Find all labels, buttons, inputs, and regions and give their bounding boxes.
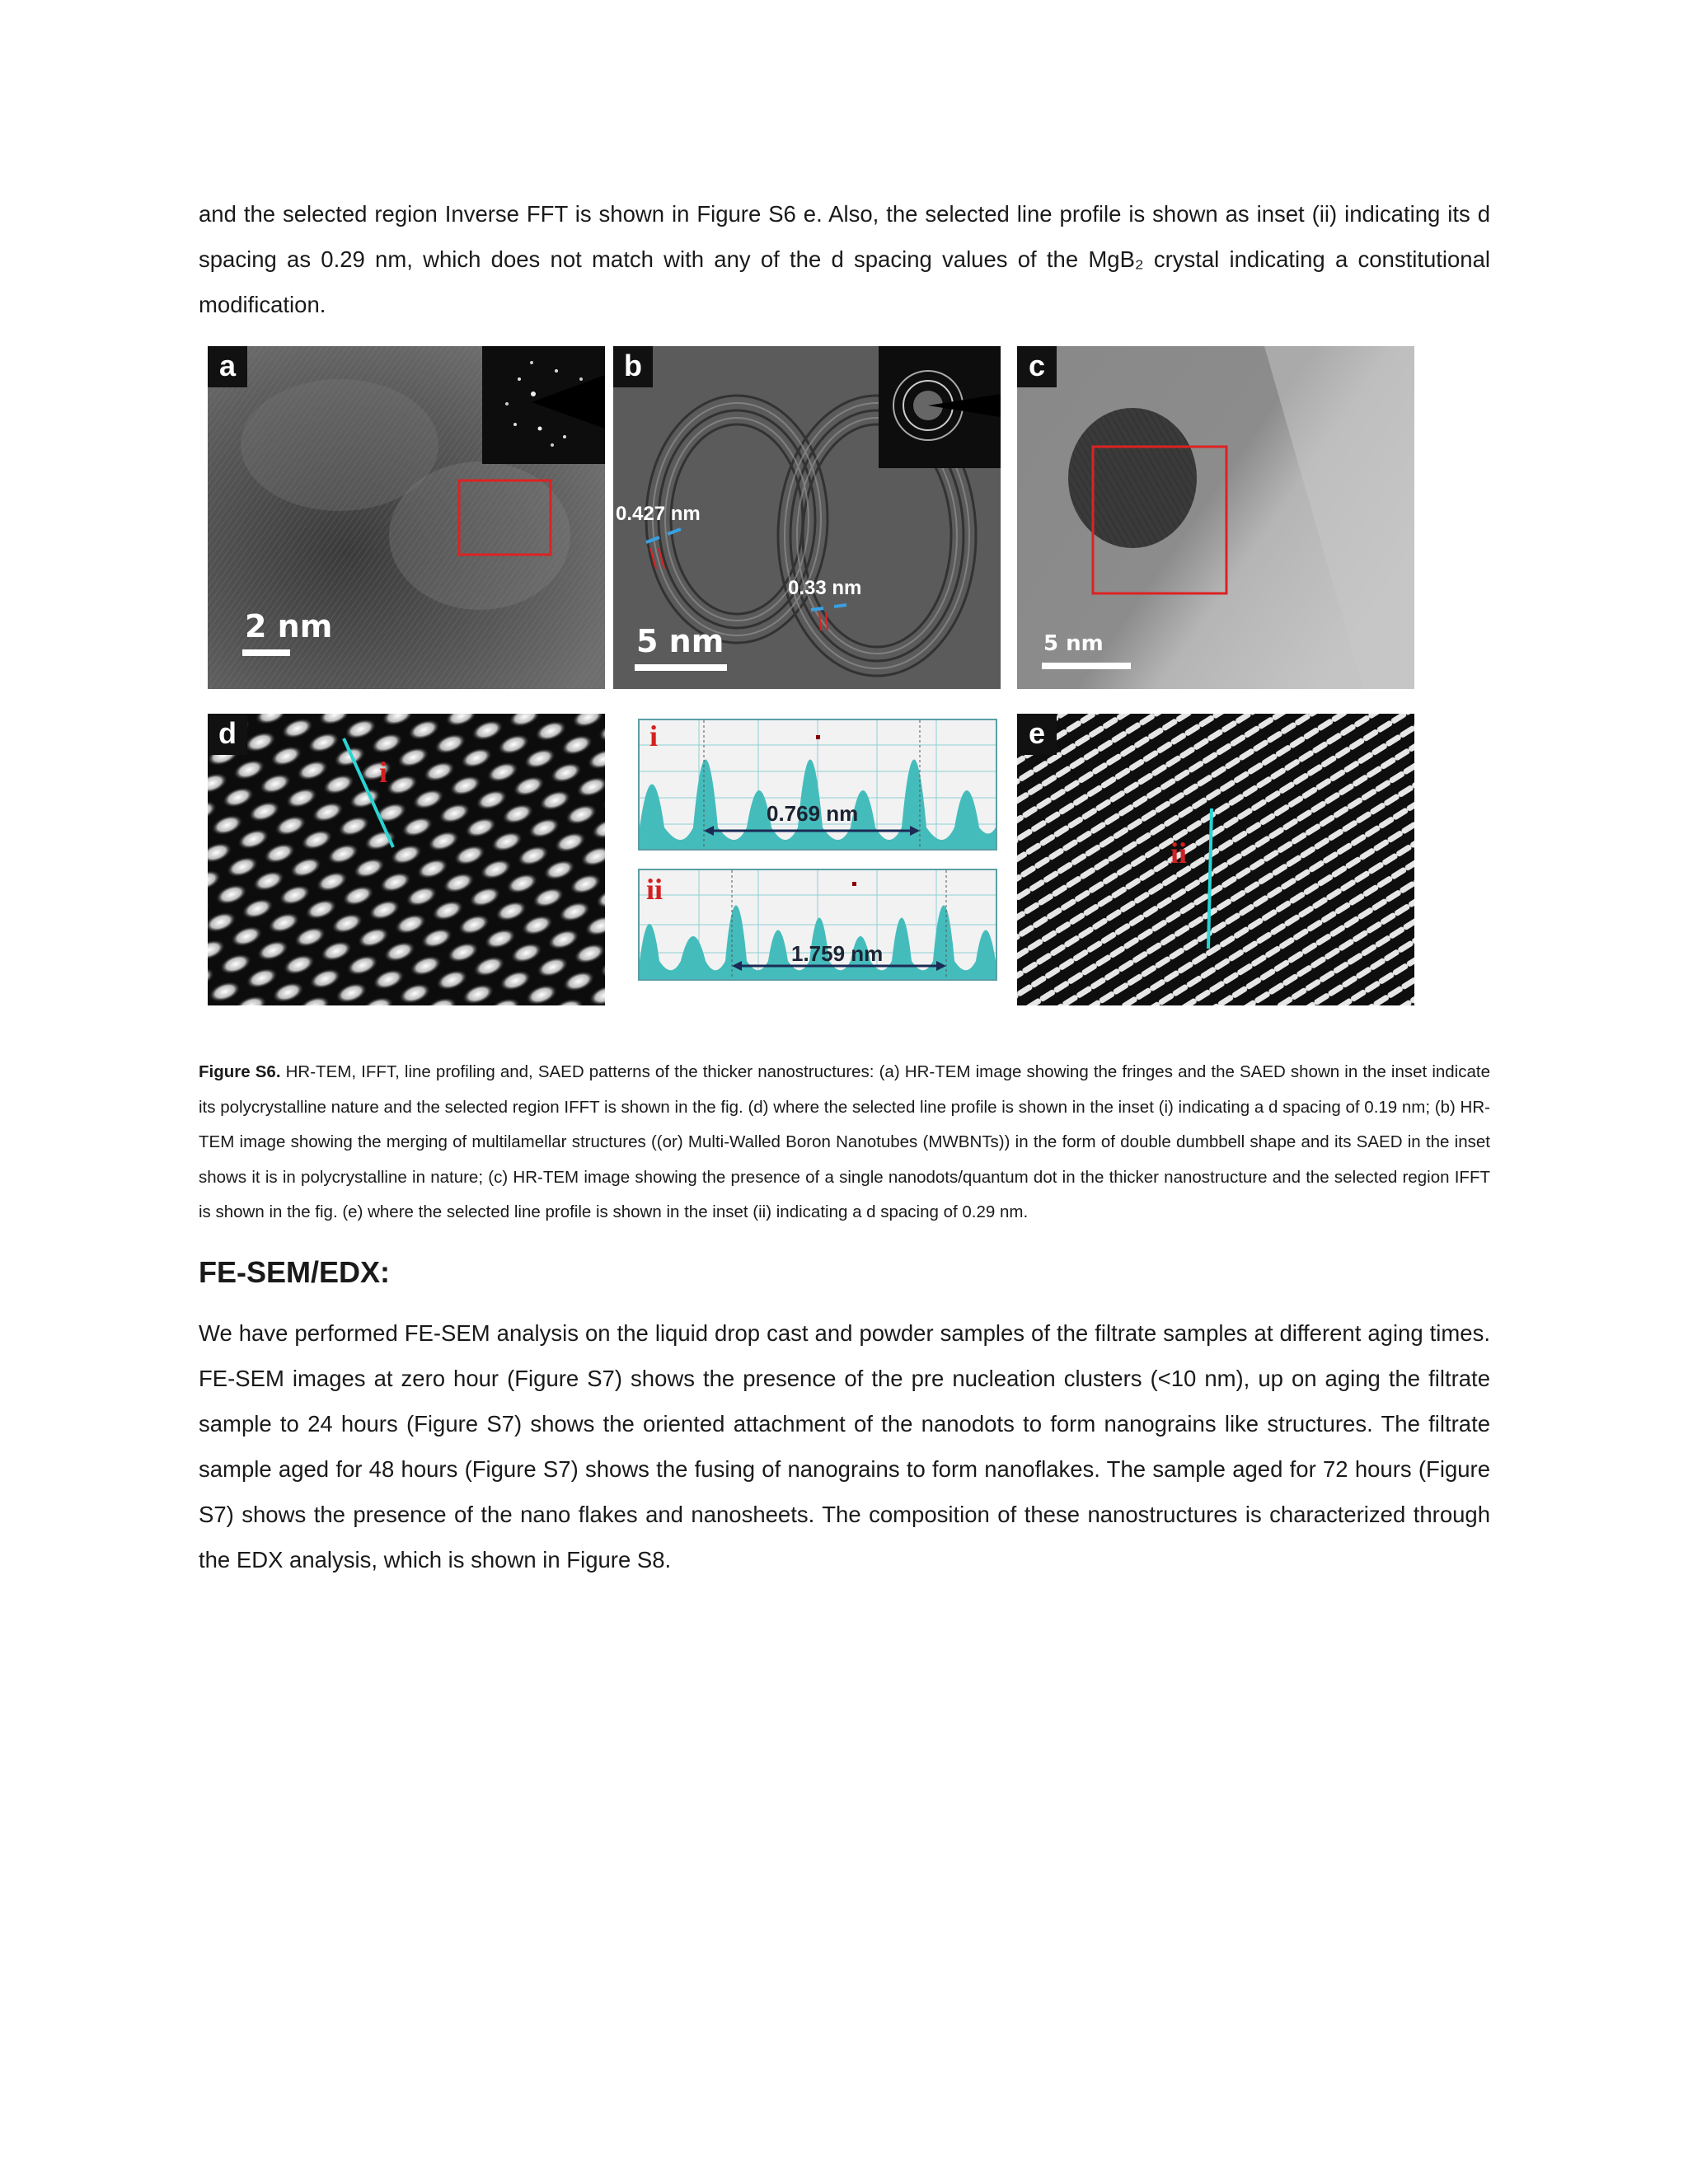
ifft-image-e: [1017, 714, 1414, 1005]
panel-label-c: c: [1017, 346, 1057, 387]
scale-label-a: 2 nm: [245, 608, 333, 644]
panel-c-hrtem: [1017, 346, 1414, 689]
scale-bar-b: [635, 664, 727, 671]
section-heading: FE-SEM/EDX:: [199, 1255, 391, 1289]
ifft-image-d: [208, 714, 605, 1005]
panel-e-ifft: [1017, 714, 1414, 1005]
panel-d-ifft: [208, 714, 605, 1005]
body-paragraph-bottom: We have performed FE-SEM analysis on the liquid drop cast and powder samples of the filtrate samples at different aging times. FE-SEM images at zero hour (Figure S7) shows the presence of the pre nucleation clusters (<10 nm), up on aging the filtrate sample to 24 hours (Figure S7) shows the oriented attachment of the nanodots to form nanograins like structures. The filtrate sample aged for 48 hours (Figure S7) shows the fusing of nanograins to form nanoflakes. The sample aged for 72 hours (Figure S7) shows the presence of the nano flakes and nanosheets. The composition of these nanostructures is characterized through the EDX analysis, which is shown in Figure S8.: [199, 1320, 1490, 1572]
saed-inset-a: [482, 346, 605, 464]
figure-caption: [199, 1055, 1490, 1230]
profile-ii-label: ii: [646, 873, 663, 906]
profile-i-plot-area: [638, 719, 997, 851]
figure-s6: [208, 346, 1419, 1005]
profile-i-curve: [640, 720, 996, 849]
measurement-033: 0.33 nm: [788, 577, 862, 599]
profile-ii-distance: 1.759 nm: [791, 941, 884, 966]
caption-text: HR-TEM, IFFT, line profiling and, SAED patterns of the thicker nanostructures: (a) HR-TEM image showing the fringes and the SAED shown in the inset indicate its polycrystalline nature and the selected region IFFT is shown in the fig. (d) where the selected line profile is shown in the inset (i) indicating a d spacing of 0.19 nm; (b) HR-TEM image showing the merging of multilamellar structures ((or) Multi-Walled Boron Nanotubes (MWBNTs)) in the form of double dumbbell shape and its SAED in the inset shows it is in polycrystalline in nature; (c) HR-TEM image showing the presence of a single nanodots/quantum dot in the thicker nanostructure and the selected region IFFT is shown in the fig. (e) where the selected line profile is shown in the inset (ii) indicating a d spacing of 0.29 nm.: [199, 1062, 1490, 1221]
inset-mark-e: ii: [1170, 837, 1188, 869]
panel-label-d: d: [208, 714, 247, 755]
scale-label-b: 5 nm: [636, 623, 724, 659]
panel-b-hrtem: [613, 346, 1001, 689]
scale-bar-c: [1042, 663, 1131, 669]
panel-label-e: e: [1017, 714, 1057, 755]
measurement-0427: 0.427 nm: [616, 503, 701, 525]
profile-i-label: i: [649, 719, 659, 752]
panel-label-a: a: [208, 346, 247, 387]
inset-mark-d: i: [379, 756, 388, 789]
line-profile-ii: [613, 867, 1001, 1005]
caption-label: Figure S6.: [199, 1062, 281, 1081]
line-profile-i: [613, 714, 1001, 866]
profile-i-distance: 0.769 nm: [767, 801, 859, 826]
scale-bar-a: [242, 649, 290, 656]
body-paragraph-top: and the selected region Inverse FFT is shown in Figure S6 e. Also, the selected line profile is shown as inset (ii) indicating its d spacing as 0.29 nm, which does not match with any of the d spacing values of the MgB₂ crystal indicating a constitutional modification.: [199, 201, 1490, 317]
panel-a-hrtem: [208, 346, 605, 689]
scale-label-c: 5 nm: [1043, 631, 1104, 656]
panel-label-b: b: [613, 346, 653, 387]
saed-inset-b: [879, 346, 1001, 468]
